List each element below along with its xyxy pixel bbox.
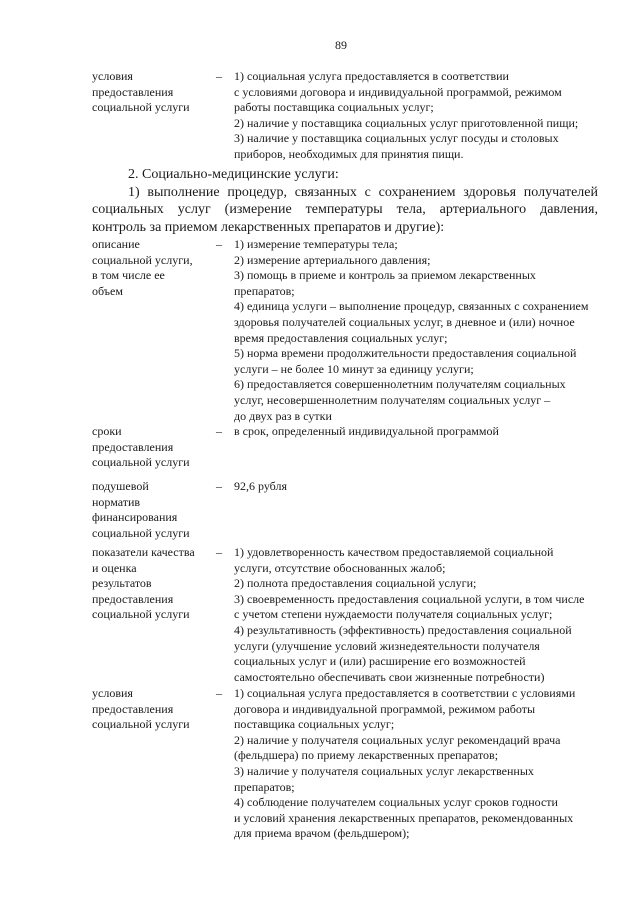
value-line: 92,6 рубля <box>234 479 287 493</box>
entry-label <box>92 424 216 471</box>
value-line: услуги, отсутствие обоснованных жалоб; <box>234 560 446 575</box>
label-line: финансирования <box>92 510 178 525</box>
service-title-line: контроль за приемом лекарственных препаратов и другие): <box>92 219 445 235</box>
value-line: для приема врачом (фельдшером); <box>234 826 410 841</box>
value-line: 4) единица услуги – выполнение процедур, связанных с сохранением <box>234 299 589 314</box>
value-line: 3) наличие у поставщика социальных услуг посуды и столовых <box>234 131 559 146</box>
value-line: препаратов; <box>234 283 295 298</box>
value-line: в срок, определенный индивидуальной программой <box>234 424 499 438</box>
value-line: 4) результативность (эффективность) предоставления социальной <box>234 622 572 637</box>
value-line: 3) наличие у получателя социальных услуг лекарственных <box>234 763 534 778</box>
label-line: предоставления <box>92 84 174 99</box>
value-line: 6) предоставляется совершеннолетним получателям социальных <box>234 377 566 392</box>
entry-label <box>92 237 216 424</box>
service-title-line: 1) выполнение процедур, связанных с сохранением здоровья получателей <box>128 184 598 200</box>
value-line: и условий хранения лекарственных препаратов, рекомендованных <box>234 810 574 825</box>
value-line: социальных услуг и (или) расширение его возможностей <box>234 654 526 669</box>
label-line: социальной услуги <box>92 525 190 540</box>
entry-terms <box>92 424 628 471</box>
value-line: (фельдшера) по приему лекарственных препаратов; <box>234 748 499 763</box>
value-line: 2) наличие у получателя социальных услуг рекомендаций врача <box>234 732 561 747</box>
entry-label <box>92 686 216 842</box>
value-line: 1) социальная услуга предоставляется в соответствии с условиями <box>234 686 576 700</box>
label-line: показатели качества <box>92 545 195 559</box>
value-line: 1) измерение температуры тела; <box>234 237 398 251</box>
value-line: 4) соблюдение получателем социальных услуг сроков годности <box>234 795 558 810</box>
value-line: услуги (улучшение условий жизнедеятельности получателя <box>234 638 540 653</box>
entry-label <box>92 479 216 541</box>
label-line: предоставления <box>92 701 174 716</box>
label-line: сроки <box>92 424 122 438</box>
value-line: услуг, несовершеннолетним получателям социальных услуг – <box>234 392 551 407</box>
separator-dash: – <box>216 479 222 493</box>
separator-dash: – <box>216 686 222 700</box>
value-line: 1) удовлетворенность качеством предоставляемой социальной <box>234 545 554 559</box>
value-line: приборов, необходимых для принятия пищи. <box>234 146 464 161</box>
label-line: социальной услуги, <box>92 252 193 267</box>
entry-value <box>234 69 628 163</box>
label-line: предоставления <box>92 439 174 454</box>
label-line: объем <box>92 283 123 298</box>
section-social-medical <box>92 166 598 236</box>
label-line: и оценка <box>92 560 137 575</box>
label-line: описание <box>92 237 140 251</box>
entry-conditions <box>92 686 628 842</box>
label-line: норматив <box>92 494 141 509</box>
value-line: 2) наличие у поставщика социальных услуг приготовленной пищи; <box>234 115 579 130</box>
value-line: услуги – не более 10 минут за единицу услуги; <box>234 361 474 376</box>
separator-dash: – <box>216 237 222 251</box>
entry-label <box>92 545 216 685</box>
entry-value <box>234 479 628 541</box>
value-line: время предоставления социальных услуг; <box>234 330 448 345</box>
label-line: подушевой <box>92 479 149 493</box>
label-line: условия <box>92 69 133 83</box>
entry-previous-conditions <box>92 69 628 163</box>
label-line: в том числе ее <box>92 268 165 283</box>
label-line: условия <box>92 686 133 700</box>
entry-value <box>234 237 628 424</box>
value-line: договора и индивидуальной программой, режимом работы <box>234 701 536 716</box>
value-line: самостоятельно обеспечивать свои жизненные потребности) <box>234 669 545 684</box>
value-line: препаратов; <box>234 779 295 794</box>
separator-dash: – <box>216 545 222 559</box>
value-line: работы поставщика социальных услуг; <box>234 100 434 115</box>
value-line: с условиями договора и индивидуальной программой, режимом <box>234 84 562 99</box>
value-line: до двух раз в сутки <box>234 408 332 423</box>
page-number: 89 <box>335 38 347 52</box>
service-title <box>92 184 598 237</box>
entry-label <box>92 69 216 163</box>
entry-description <box>92 237 628 424</box>
separator-dash: – <box>216 69 222 83</box>
label-line: социальной услуги <box>92 717 190 732</box>
label-line: социальной услуги <box>92 100 190 115</box>
value-line: 2) полнота предоставления социальной услуги; <box>234 576 477 591</box>
separator-dash: – <box>216 424 222 438</box>
value-line: 1) социальная услуга предоставляется в соответствии <box>234 69 509 83</box>
label-line: социальной услуги <box>92 455 190 470</box>
label-line: социальной услуги <box>92 607 190 622</box>
entry-value <box>234 545 628 685</box>
label-line: предоставления <box>92 591 174 606</box>
entry-value <box>234 424 628 471</box>
value-line: 2) измерение артериального давления; <box>234 252 431 267</box>
entry-quality-indicators <box>92 545 628 685</box>
label-line: результатов <box>92 576 152 591</box>
entry-value <box>234 686 628 842</box>
value-line: 3) помощь в приеме и контроль за приемом лекарственных <box>234 268 536 283</box>
service-title-line: социальных услуг (измерение температуры тела, артериального давления, <box>92 202 598 218</box>
value-line: 3) своевременность предоставления социальной услуги, в том числе <box>234 591 585 606</box>
section-heading: 2. Социально-медицинские услуги: <box>128 167 339 182</box>
entry-funding-rate <box>92 479 628 541</box>
value-line: с учетом степени нуждаемости получателя социальных услуг; <box>234 607 553 622</box>
value-line: 5) норма времени продолжительности предоставления социальной <box>234 346 577 361</box>
value-line: поставщика социальных услуг; <box>234 717 395 732</box>
value-line: здоровья получателей социальных услуг, в дневное и (или) ночное <box>234 314 575 329</box>
